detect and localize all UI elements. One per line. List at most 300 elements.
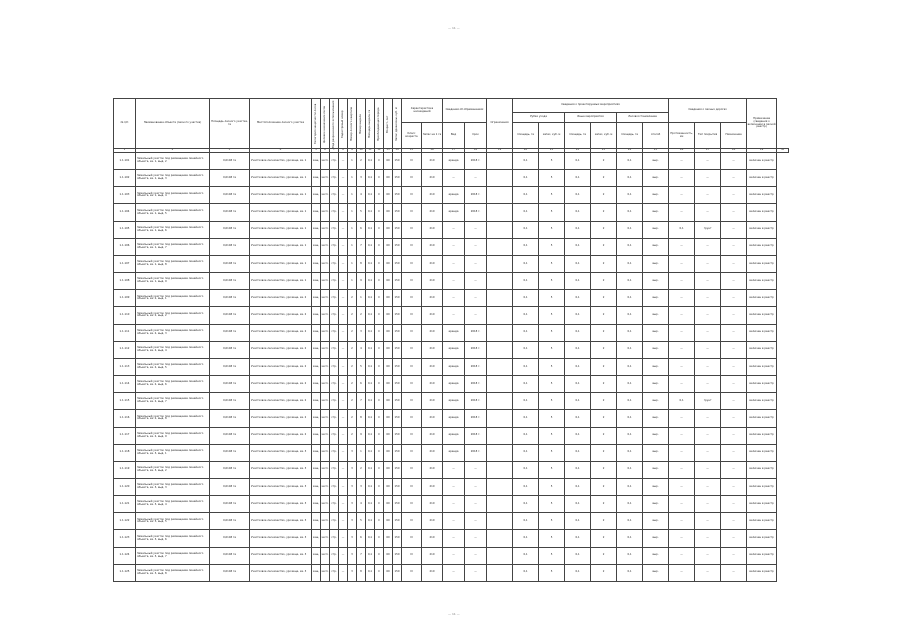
table-cell: 2	[591, 324, 617, 341]
table-cell: включен в реестр	[747, 341, 777, 358]
table-cell: 5	[539, 324, 565, 341]
table-cell: стр.	[330, 204, 339, 221]
table-cell: —	[721, 324, 747, 341]
table-cell: 5	[357, 204, 366, 221]
table-cell: —	[695, 547, 721, 564]
header-v9: Возраст, лет	[384, 99, 393, 149]
column-number: 2	[136, 149, 210, 153]
table-cell: Земельный участок под размещение линейного объекта, кв. 1, выд. 2	[136, 153, 210, 170]
table-row	[114, 307, 789, 324]
table-cell: 60	[384, 393, 393, 410]
table-cell: 210	[422, 307, 443, 324]
table-cell: 1.1.109	[114, 290, 136, 307]
table-cell: эксп.	[321, 410, 330, 427]
table-cell: 5	[539, 255, 565, 272]
table-cell: Земельный участок под размещение линейного объекта, кв. 1, выд. 9	[136, 273, 210, 290]
table-cell: III	[402, 187, 422, 204]
table-cell: 4	[357, 187, 366, 204]
table-cell: 210	[422, 187, 443, 204]
table-cell: 210	[422, 204, 443, 221]
table-cell: 0,0148 га	[210, 307, 250, 324]
table-cell: 1	[348, 255, 357, 272]
table-cell: —	[721, 496, 747, 513]
table-cell: защ.	[312, 341, 321, 358]
table-cell: 2	[591, 513, 617, 530]
table-cell: стр.	[330, 307, 339, 324]
table-cell: 0,0148 га	[210, 461, 250, 478]
table-cell: стр.	[330, 444, 339, 461]
table-cell: 0,1	[617, 170, 643, 187]
table-cell: 2	[591, 153, 617, 170]
column-number: 20	[513, 149, 539, 153]
table-cell: 1.1.105	[114, 221, 136, 238]
table-cell: —	[669, 187, 695, 204]
table-cell: 60	[384, 255, 393, 272]
table-cell: 0,1	[617, 290, 643, 307]
table-cell: 1.1.119	[114, 461, 136, 478]
column-number: 25	[643, 149, 669, 153]
table-cell: 1.1.110	[114, 307, 136, 324]
table-cell: выр.	[643, 290, 669, 307]
table-cell: 0,1	[513, 324, 539, 341]
table-cell: 1	[348, 221, 357, 238]
table-row	[114, 187, 789, 204]
table-cell: 0,0148 га	[210, 341, 250, 358]
column-number: 23	[591, 149, 617, 153]
table-cell: аренда	[443, 444, 465, 461]
table-row	[114, 410, 789, 427]
table-row	[114, 496, 789, 513]
table-cell: —	[443, 170, 465, 187]
table-cell: 3	[348, 547, 357, 564]
table-cell: защ.	[312, 358, 321, 375]
table-cell: 60	[384, 496, 393, 513]
table-cell: Участковое лесничество, урочище, кв. 3	[250, 444, 312, 461]
table-cell: 60	[384, 376, 393, 393]
table-cell: включен в реестр	[747, 170, 777, 187]
table-cell: 60	[384, 204, 393, 221]
table-cell: Участковое лесничество, урочище, кв. 3	[250, 564, 312, 581]
table-cell: 2018 г.	[465, 341, 487, 358]
table-cell: стр.	[330, 496, 339, 513]
table-cell: С	[375, 564, 384, 581]
table-cell: 150	[393, 153, 402, 170]
table-cell: защ.	[312, 238, 321, 255]
table-row	[114, 427, 789, 444]
table-cell: 0,0148 га	[210, 238, 250, 255]
table-cell: выр.	[643, 170, 669, 187]
table-cell: 0,1	[565, 153, 591, 170]
table-cell: 5	[539, 204, 565, 221]
table-cell: включен в реестр	[747, 444, 777, 461]
table-cell: 1.1.115	[114, 393, 136, 410]
table-cell: 0,1	[513, 478, 539, 495]
table-row	[114, 238, 789, 255]
table-cell: 0,1	[565, 478, 591, 495]
table-row	[114, 324, 789, 341]
table-cell: —	[695, 461, 721, 478]
table-cell: стр.	[330, 290, 339, 307]
table-cell: Участковое лесничество, урочище, кв. 3	[250, 530, 312, 547]
table-cell: III	[402, 376, 422, 393]
table-cell: 210	[422, 290, 443, 307]
table-cell: —	[465, 221, 487, 238]
table-cell: 5	[539, 187, 565, 204]
table-cell: С	[375, 444, 384, 461]
table-cell: защ.	[312, 221, 321, 238]
table-cell: 2018 г.	[465, 187, 487, 204]
table-cell: Участковое лесничество, урочище, кв. 3	[250, 547, 312, 564]
table-cell: С	[375, 427, 384, 444]
table-cell: 0,1	[617, 444, 643, 461]
table-cell: —	[721, 204, 747, 221]
table-cell: 0,1	[513, 513, 539, 530]
table-cell: стр.	[330, 170, 339, 187]
table-cell: Участковое лесничество, урочище, кв. 2	[250, 324, 312, 341]
table-cell: 150	[393, 444, 402, 461]
header-g2a: Вид	[443, 123, 465, 149]
table-cell	[487, 307, 513, 324]
header-v7: Площадь выдела, га	[366, 99, 375, 149]
table-cell: III	[402, 238, 422, 255]
column-number: 13	[384, 149, 393, 153]
table-cell: 2	[357, 153, 366, 170]
table-cell: —	[695, 564, 721, 581]
table-cell: —	[669, 444, 695, 461]
table-cell: 0,1	[513, 341, 539, 358]
table-cell: включен в реестр	[747, 221, 777, 238]
table-cell: С	[375, 341, 384, 358]
table-cell: —	[443, 530, 465, 547]
column-number: 16	[422, 149, 443, 153]
table-cell: —	[339, 547, 348, 564]
table-cell: —	[721, 273, 747, 290]
table-cell: защ.	[312, 324, 321, 341]
table-cell: 0,1	[565, 273, 591, 290]
table-cell: 0,1	[565, 324, 591, 341]
table-cell: С	[375, 393, 384, 410]
header-v4: Кадастровый номер	[339, 99, 348, 149]
table-cell: —	[465, 307, 487, 324]
table-cell: аренда	[443, 358, 465, 375]
table-cell: —	[721, 170, 747, 187]
table-cell: стр.	[330, 547, 339, 564]
table-cell: С	[375, 547, 384, 564]
table-cell: —	[339, 290, 348, 307]
table-cell: 2	[348, 393, 357, 410]
table-cell: С	[375, 324, 384, 341]
table-cell: защ.	[312, 513, 321, 530]
table-cell: включен в реестр	[747, 478, 777, 495]
page-number-bottom: — 11 —	[448, 612, 460, 616]
table-cell: —	[443, 238, 465, 255]
table-cell: 9	[357, 273, 366, 290]
table-cell: эксп.	[321, 478, 330, 495]
header-group-2: Сведения об обременениях	[443, 99, 487, 123]
table-cell: выр.	[643, 393, 669, 410]
table-cell	[487, 461, 513, 478]
table-cell: Земельный участок под размещение линейного объекта, кв. 1, выд. 5	[136, 204, 210, 221]
table-cell: защ.	[312, 530, 321, 547]
table-cell: —	[339, 307, 348, 324]
table-cell: 0,1	[513, 496, 539, 513]
table-cell	[487, 444, 513, 461]
table-body	[114, 153, 789, 582]
table-cell: выр.	[643, 564, 669, 581]
table-cell: 0,0148 га	[210, 530, 250, 547]
table-cell: 1.1.122	[114, 513, 136, 530]
table-cell: 0,1	[513, 307, 539, 324]
table-cell: —	[695, 273, 721, 290]
table-cell: —	[339, 478, 348, 495]
table-cell: 0,1	[366, 153, 375, 170]
table-cell: С	[375, 461, 384, 478]
table-cell: 60	[384, 444, 393, 461]
table-cell: 1.1.121	[114, 496, 136, 513]
table-cell: 60	[384, 187, 393, 204]
table-cell	[487, 393, 513, 410]
table-cell: —	[465, 273, 487, 290]
table-cell: выр.	[643, 547, 669, 564]
table-cell: выр.	[643, 255, 669, 272]
table-cell: 60	[384, 341, 393, 358]
table-cell: 0,1	[617, 238, 643, 255]
table-cell: 60	[384, 461, 393, 478]
table-cell: —	[339, 513, 348, 530]
table-row	[114, 513, 789, 530]
table-cell: —	[443, 461, 465, 478]
table-cell: включен в реестр	[747, 290, 777, 307]
table-cell: защ.	[312, 170, 321, 187]
table-cell: С	[375, 410, 384, 427]
table-cell: 2	[591, 461, 617, 478]
header-group-1: Характеристика насаждений	[402, 99, 443, 123]
table-row	[114, 358, 789, 375]
table-cell: 0,1	[513, 410, 539, 427]
table-cell: 2	[591, 376, 617, 393]
table-cell: —	[669, 547, 695, 564]
table-cell: —	[669, 341, 695, 358]
table-cell: 2	[591, 290, 617, 307]
table-cell: защ.	[312, 255, 321, 272]
table-cell: 0,0148 га	[210, 153, 250, 170]
table-cell: 0,1	[565, 376, 591, 393]
table-cell: 0,1	[366, 513, 375, 530]
table-cell: стр.	[330, 221, 339, 238]
table-row	[114, 564, 789, 581]
table-cell: —	[669, 530, 695, 547]
table-cell: 0,1	[565, 564, 591, 581]
table-cell: —	[339, 273, 348, 290]
header-v1: Категория защитности лесов	[312, 99, 321, 149]
table-cell: С	[375, 187, 384, 204]
table-cell: 0,1	[617, 530, 643, 547]
table-cell: Земельный участок под размещение линейного объекта, кв. 3, выд. 7	[136, 547, 210, 564]
table-cell: 5	[539, 341, 565, 358]
table-cell: 0,1	[366, 204, 375, 221]
table-cell: —	[721, 307, 747, 324]
table-cell: 0,1	[617, 221, 643, 238]
table-cell: 150	[393, 564, 402, 581]
column-number: 6	[321, 149, 330, 153]
data-table	[113, 98, 789, 582]
table-cell: 0,1	[565, 255, 591, 272]
table-cell: 210	[422, 410, 443, 427]
table-cell	[487, 238, 513, 255]
table-cell: 2	[591, 444, 617, 461]
table-cell: 0,1	[669, 393, 695, 410]
table-cell: эксп.	[321, 221, 330, 238]
table-cell	[487, 221, 513, 238]
column-number: 12	[375, 149, 384, 153]
table-cell: III	[402, 564, 422, 581]
table-cell: 60	[384, 153, 393, 170]
table-cell: 0,1	[565, 204, 591, 221]
table-cell: эксп.	[321, 307, 330, 324]
table-cell: включен в реестр	[747, 153, 777, 170]
table-cell: —	[339, 444, 348, 461]
table-cell: 210	[422, 324, 443, 341]
table-cell: 5	[539, 307, 565, 324]
table-cell: 1.1.118	[114, 444, 136, 461]
table-cell: —	[695, 427, 721, 444]
table-cell: 1.1.125	[114, 564, 136, 581]
table-cell: С	[375, 273, 384, 290]
table-cell: —	[721, 444, 747, 461]
table-cell: 0,0148 га	[210, 478, 250, 495]
table-cell: Земельный участок под размещение линейного объекта, кв. 3, выд. 3	[136, 478, 210, 495]
table-cell: 2	[348, 341, 357, 358]
table-cell: 150	[393, 496, 402, 513]
table-cell: —	[695, 290, 721, 307]
table-cell: 150	[393, 410, 402, 427]
table-cell: 0,1	[565, 341, 591, 358]
table-cell: 150	[393, 204, 402, 221]
table-cell: 3	[348, 530, 357, 547]
table-cell: Участковое лесничество, урочище, кв. 3	[250, 478, 312, 495]
table-row	[114, 341, 789, 358]
table-cell: стр.	[330, 358, 339, 375]
table-cell: аренда	[443, 427, 465, 444]
table-cell: 60	[384, 530, 393, 547]
table-cell: —	[443, 273, 465, 290]
table-cell: —	[721, 564, 747, 581]
page-number-top: — 11 —	[448, 26, 460, 30]
table-cell: Земельный участок под размещение линейного объекта, кв. 3, выд. 2	[136, 461, 210, 478]
table-cell: Земельный участок под размещение линейного объекта, кв. 3, выд. 5	[136, 513, 210, 530]
table-cell: грунт	[695, 393, 721, 410]
table-cell: —	[721, 410, 747, 427]
table-row	[114, 204, 789, 221]
column-number: 9	[348, 149, 357, 153]
table-cell: Земельный участок под размещение линейного объекта, кв. 3, выд. 1	[136, 444, 210, 461]
table-cell: —	[465, 496, 487, 513]
table-cell: —	[443, 255, 465, 272]
table-cell: —	[721, 290, 747, 307]
table-cell: Участковое лесничество, урочище, кв. 2	[250, 376, 312, 393]
table-cell: эксп.	[321, 324, 330, 341]
table-cell: Земельный участок под размещение линейного объекта, кв. 3, выд. 8	[136, 564, 210, 581]
table-cell: 3	[348, 461, 357, 478]
column-number: 28	[721, 149, 747, 153]
table-cell: аренда	[443, 341, 465, 358]
table-cell: 2	[348, 376, 357, 393]
table-cell: С	[375, 496, 384, 513]
table-cell: III	[402, 324, 422, 341]
table-cell: защ.	[312, 547, 321, 564]
table-cell: 0,1	[513, 427, 539, 444]
table-cell: 0,1	[617, 187, 643, 204]
table-cell: аренда	[443, 393, 465, 410]
table-cell: —	[669, 255, 695, 272]
table-cell: 150	[393, 273, 402, 290]
table-cell	[487, 376, 513, 393]
table-cell	[487, 496, 513, 513]
table-cell: 2018 г.	[465, 410, 487, 427]
table-cell: стр.	[330, 238, 339, 255]
table-cell: 0,1	[366, 341, 375, 358]
table-cell: выр.	[643, 376, 669, 393]
table-cell: Участковое лесничество, урочище, кв. 3	[250, 513, 312, 530]
column-number: 14	[393, 149, 402, 153]
table-cell: 0,1	[366, 221, 375, 238]
table-cell: защ.	[312, 461, 321, 478]
table-cell: III	[402, 496, 422, 513]
table-cell: 150	[393, 170, 402, 187]
header-g3b2: запас, куб. м	[591, 123, 617, 149]
table-cell: Участковое лесничество, урочище, кв. 3	[250, 461, 312, 478]
table-cell: стр.	[330, 273, 339, 290]
table-cell: включен в реестр	[747, 410, 777, 427]
table-cell: эксп.	[321, 358, 330, 375]
column-number: 19	[487, 149, 513, 153]
table-cell: 2018 г.	[465, 324, 487, 341]
table-row	[114, 444, 789, 461]
table-cell: 5	[539, 427, 565, 444]
column-number: 11	[366, 149, 375, 153]
table-cell: 0,1	[617, 324, 643, 341]
table-cell: Участковое лесничество, урочище, кв. 1	[250, 255, 312, 272]
table-cell: 5	[539, 221, 565, 238]
header-g3a1: площадь, га	[513, 123, 539, 149]
table-cell: эксп.	[321, 461, 330, 478]
table-cell: 2018 г.	[465, 153, 487, 170]
table-cell: Участковое лесничество, урочище, кв. 1	[250, 238, 312, 255]
table-cell: С	[375, 170, 384, 187]
table-cell: —	[443, 478, 465, 495]
header-v2: Целевое назначение лесов	[321, 99, 330, 149]
header-group-4: Сведения о лесных дорогах	[669, 99, 747, 123]
table-cell: 0,1	[617, 204, 643, 221]
table-cell: 150	[393, 427, 402, 444]
table-cell: защ.	[312, 307, 321, 324]
table-cell: эксп.	[321, 170, 330, 187]
table-cell: Участковое лесничество, урочище, кв. 2	[250, 393, 312, 410]
table-cell: 0,1	[366, 496, 375, 513]
table-cell: —	[339, 461, 348, 478]
table-cell: —	[669, 478, 695, 495]
table-cell: защ.	[312, 478, 321, 495]
table-cell: 60	[384, 170, 393, 187]
table-cell: 210	[422, 153, 443, 170]
table-cell: 2	[591, 478, 617, 495]
column-number: 18	[465, 149, 487, 153]
table-cell: —	[339, 187, 348, 204]
table-row	[114, 221, 789, 238]
table-cell: —	[669, 324, 695, 341]
table-cell: стр.	[330, 478, 339, 495]
table-cell: включен в реестр	[747, 255, 777, 272]
